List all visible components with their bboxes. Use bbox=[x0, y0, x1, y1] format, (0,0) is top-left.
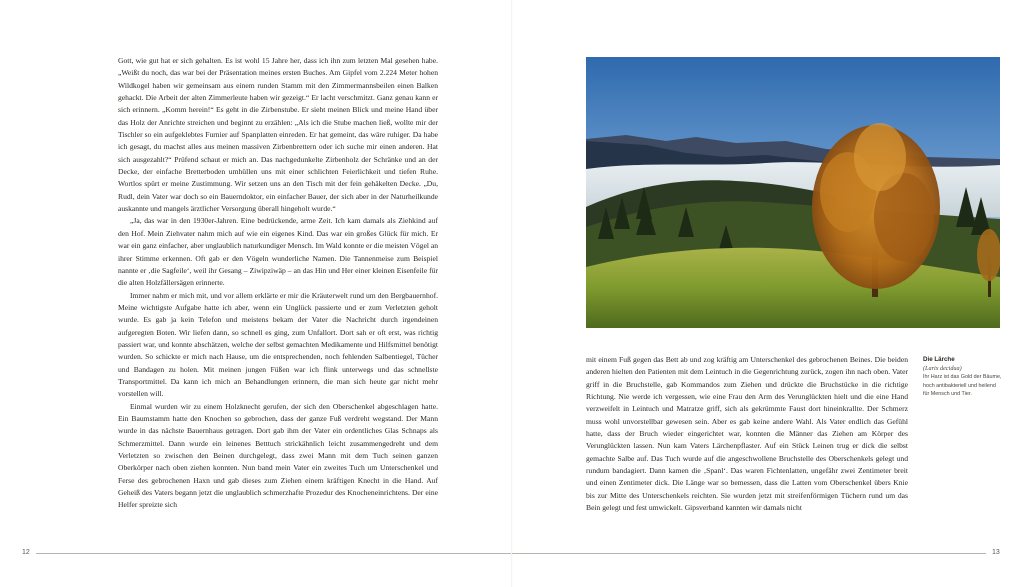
left-text-column bbox=[118, 55, 438, 512]
footer-rule-right bbox=[512, 553, 986, 554]
paragraph: mit einem Fuß gegen das Bett ab und zog kräftig am Unterschenkel des gebrochenen Beines. Die beiden anderen hielten den Patienten mit dem Leintuch in die Gegenrichtung zurück, zogen ihn nach oben. Vater griff in die Bruchstelle, gab Kommandos zum Ziehen und drückte die Bruchstücke in die richtige Richtung. Nie werde ich vergessen, wie eine Frau den Arm des Verunglückten hielt und die eine Hand verzweifelt in Leintuch und Matratze griff, sich als gekrümmte Faust dort hineinkrallte. Der Schmerz muss wohl unvorstellbar gewesen sein. Aber es gab keine andere Wahl. Als Vater endlich das Gefühl hatte, dass der Bruch wieder eingerichtet war, konnten die Männer das Ziehen am Körper des Verunglückten lassen. Nun kam Vaters Lärchenpflaster. Auf ein Stück Leinen trug er dick die selbst gemachte Salbe auf. Das Tuch wurde auf die angeschwollene Bruchstelle des Oberschenkels gelegt und rundum bandagiert. Dann kamen die ‚Spanl‘. Das waren Fichtenlatten, ungefähr zwei Zentimeter breit und einen Zentimeter dick. Die Länge war so bemessen, dass die Latten vom Oberschenkel übers Knie bis zur Mitte des Unterschenkels reichten. Sie wurden jetzt mit streifenförmigen Tüchern rund um das Bein gelegt und fest umwickelt. Gipsverband kannten wir damals nicht bbox=[586, 355, 908, 513]
caption-latin-name: (Larix decidua) bbox=[923, 364, 962, 372]
photo-caption bbox=[923, 356, 1003, 399]
footer-rule-left bbox=[36, 553, 512, 554]
paragraph: Gott, wie gut hat er sich gehalten. Es ist wohl 15 Jahre her, dass ich ihn zum letzten Mal gesehen habe. „Weißt du noch, das war bei der Präsentation meines ersten Buches. Am Gipfel vom 2.224 Meter hohen Wildkogel haben wir gemeinsam aus einem runden Stamm mit den Zimmermannsbeilen einen Balken gehackt. Die Arbeit der alten Zimmerleute haben wir gezeigt.“ Er lacht verschmitzt. Ganz genau kann er sich erinnern. „Komm herein!“ Es geht in die Zirbenstube. Er sieht meinen Blick und meine Hand über das Holz der Anrichte streichen und beginnt zu erzählen: „Als ich die Stube machen ließ, wollte mir der Tischler so ein aufgeklebtes Furnier auf Spanplatten einreden. Er hat gemeint, das wäre ruhiger. Da habe ich gesagt, du machst alles aus meinen massiven Zirbenbrettern oder ich suche mir einen anderen. Hat sich ausgezahlt?“ Prüfend schaut er mich an. Das nachgedunkelte Zirbenholz der Schränke und an der Decke, der einfache Bretterboden umhüllen uns mit einer schlichten Feierlichkeit und tiefen Ruhe. Wortlos spürt er meine Zustimmung. Wir setzen uns an den Tisch mit der fein gehäkelten Decke. „Du, Rudl, dein Vater war doch so ein Bauerndoktor, ein einfacher Bauer, der sich aber in der Naturheilkunde auskannte und mangels ärztlicher Versorgung überall hingeholt wurde.“ bbox=[118, 56, 438, 214]
page-number-right: 13 bbox=[992, 549, 1000, 556]
landscape-photo-icon bbox=[586, 57, 1000, 328]
paragraph: Immer nahm er mich mit, und vor allem erklärte er mir die Kräuterwelt rund um den Bergbauernhof. Meine wichtigste Aufgabe hatte ich aber, wenn ein Unglück passierte und er zum Verletzten geholt wurde. Es gab ja kein Telefon und meistens bekam der Vater die Nachricht durch irgendeinen aufgeregten Boten. Wir liefen dann, so schnell es ging, zum Unfallort. Dort sah er oft erst, was richtig passiert war, und konnte abschätzen, welche der selbst gemachten Medikamente und Hilfsmittel benötigt wurden. So schickte er mich nach Hause, um die entsprechenden, noch fehlenden Salbentiegel, Tücher und Bandagen zu holen. Mit meinen jungen Füßen war ich flink unterwegs und das schnellste Transportmittel. Da kann ich mich an Behandlungen erinnern, die man sich heute gar nicht mehr vorstellen will. bbox=[118, 290, 438, 399]
right-text-column bbox=[586, 354, 908, 514]
caption-title: Die Lärche bbox=[923, 356, 955, 363]
paragraph: Einmal wurden wir zu einem Holzknecht gerufen, der sich den Oberschenkel abgeschlagen hatte. Ein Baumstamm hatte den Knochen so gebrochen, dass der ganze Fuß verdreht wegstand. Der Mann wurde in das nächste Bauernhaus getragen. Dort gab ihm der Vater ein ordentliches Glas Schnaps als Schmerzmittel. Dann wurde ein leinenes Betttuch strickähnlich leicht zusammengedreht und dem Verletzten so zwischen den Beinen durchgelegt, dass zwei Mann mit dem Tuch seinen ganzen Oberkörper nach oben ziehen konnten. Nun band mein Vater ein zweites Tuch um Unterschenkel und Ferse des gebrochenen Haxn und gab dieses zum Ziehen einem kräftigen Knecht in die Hand. Auf Geheiß des Vaters begann jetzt die unglaublich schmerzhafte Prozedur des Knocheneinrichtens. Der eine Helfer spreizte sich bbox=[118, 401, 438, 510]
paragraph: „Ja, das war in den 1930er-Jahren. Eine bedrückende, arme Zeit. Ich kam damals als Ziehkind auf den Hof. Mein Ziehvater nahm mich auf wie ein eigenes Kind. Das war ein großes Glück für mich. Er war ein ganz einfacher, aber unglaublich naturkundiger Mensch. Im Wald konnte er die meisten Vögel an ihrer Stimme erkennen. Oft gab er den Vögeln wunderliche Namen. Die Tannenmeise zum Beispiel nannte er ‚die Sagfeile‘, weil ihr Gesang – Ziwipziwäp – an das Hin und Her einer kleinen Eisenfeile für die alten Holzfällersägen erinnerte. bbox=[118, 216, 438, 288]
right-page bbox=[512, 0, 1024, 587]
caption-text: Ihr Harz ist das Gold der Bäume, hoch antibakteriell und heilend für Mensch und Tier. bbox=[923, 374, 1002, 398]
page-number-left: 12 bbox=[22, 549, 30, 556]
larch-landscape-photo bbox=[586, 57, 1000, 328]
